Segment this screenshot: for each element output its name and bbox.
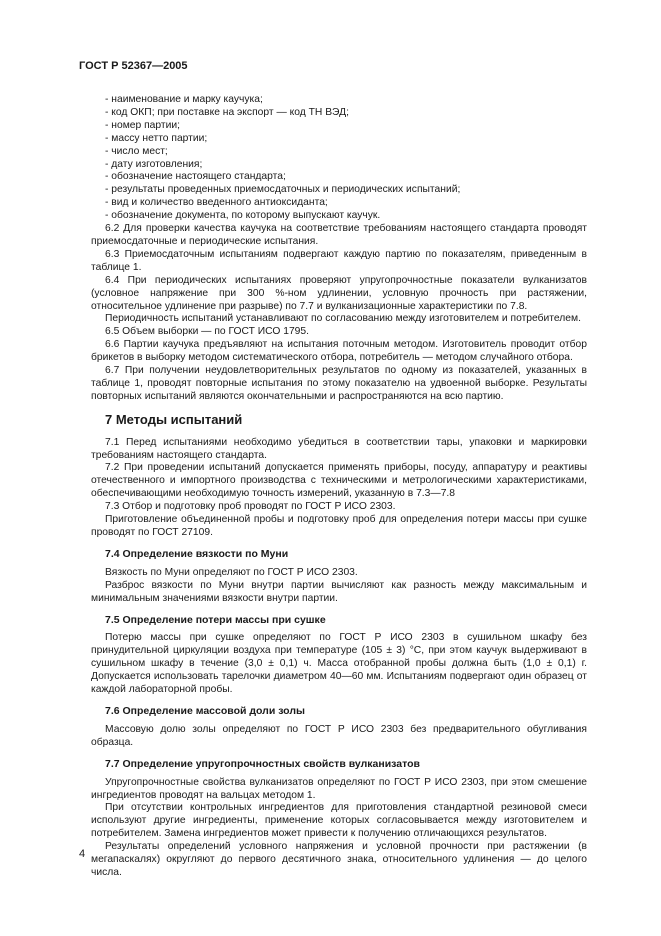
paragraph-6-4: 6.4 При периодических испытаниях проверяют упругопрочностные показатели вулканизатов (условное напряжение при 300 %-ном удлинении, условную прочность при растяжении, относительное удлинение при разрыве) по 7.7 и вулканизационные характеристики по 7.8. (91, 274, 587, 312)
list-item: - наименование и марку каучука; (105, 94, 263, 105)
paragraph-7-2: 7.2 При проведении испытаний допускается применять приборы, посуду, аппаратуру и реактивы отечественного и импортного производства с техническими и метрологическими характеристиками, обеспечивающими необходимую точность измерений, указанную в 7.3—7.8 (91, 462, 587, 500)
paragraph-7-1: 7.1 Перед испытаниями необходимо убедиться в соответствии тары, упаковки и маркировки требованиям настоящего стандарта. (91, 436, 587, 461)
subsection-7-4-heading: 7.4 Определение вязкости по Муни (105, 547, 289, 560)
paragraph-6-6: 6.6 Партии каучука предъявляют на испытания поточным методом. Изготовитель проводит отбор брикетов в выборку методом систематического отбора, потребитель — методом случайного отбора. (91, 339, 587, 364)
paragraph-6-5: 6.5 Объем выборки — по ГОСТ ИСО 1795. (105, 326, 310, 338)
subsection-7-7-heading: 7.7 Определение упругопрочностных свойств вулканизатов (105, 757, 420, 770)
page-number: 4 (79, 848, 86, 860)
list-item: - номер партии; (105, 119, 180, 131)
list-item: - массу нетто партии; (105, 132, 208, 144)
paragraph-7-7-rounding: Результаты определений условного напряжения и условной прочности при растяжении (в мегапаскалях) округляют до первого десятичного знака, относительного удлинения — до целого числа. (91, 841, 587, 878)
list-item: - результаты проведенных приемосдаточных и периодических испытаний; (105, 184, 461, 196)
paragraph-6-3: 6.3 Приемосдаточным испытаниям подвергают каждую партию по показателям, приведенным в таблице 1. (91, 248, 587, 273)
paragraph-6-2: 6.2 Для проверки качества каучука на соответствие требованиям настоящего стандарта проводят приемосдаточные и периодические испытания. (91, 223, 587, 247)
list-item: - дату изготовления; (105, 158, 203, 170)
paragraph-7-7-ingredients: При отсутствии контрольных ингредиентов для приготовления стандартной резиновой смеси используют другие ингредиенты, применение которых согласовывается между изготовителем и потребителем. Замена ингредиентов может привести к получению отличающихся результатов. (91, 802, 587, 840)
list-item: - число мест; (105, 145, 168, 157)
paragraph-6-4-periodicity: Периодичность испытаний устанавливают по согласованию между изготовителем и потребителем. (105, 313, 581, 325)
paragraph-6-7: 6.7 При получении неудовлетворительных результатов по одному из показателей, указанных в таблице 1, проводят повторные испытания по этому показателю на удвоенной выборке. Результаты повторных испытаний являются окончательными и распространяются на всю партию. (91, 365, 587, 402)
subsection-7-6-heading: 7.6 Определение массовой доли золы (105, 704, 305, 717)
paragraph-7-5: Потерю массы при сушке определяют по ГОСТ Р ИСО 2303 в сушильном шкафу без принудительной циркуляции воздуха при температуре (105 ± 3) °С, при этом каучук выдерживают в сушильном шкафу в течение (3,0 ± 0,1) ч. Масса отобранной пробы должна быть (1,0 ± 0,1) г. Допускается использовать тарелочки диаметром 40—60 мм. Испытаниям подвергают один образец от каждой лабораторной пробы. (91, 632, 587, 696)
paragraph-7-7-method: Упругопрочностные свойства вулканизатов определяют по ГОСТ Р ИСО 2303, при этом смешение ингредиентов проводят на вальцах методом 1. (91, 776, 587, 801)
subsection-7-5-heading: 7.5 Определение потери массы при сушке (105, 613, 326, 626)
list-item: - вид и количество введенного антиоксиданта; (105, 197, 328, 209)
list-item: - код ОКП; при поставке на экспорт — код ТН ВЭД; (105, 106, 349, 118)
paragraph-7-4-method: Вязкость по Муни определяют по ГОСТ Р ИСО 2303. (105, 566, 358, 578)
list-item: - обозначение настоящего стандарта; (105, 171, 286, 183)
list-item: - обозначение документа, по которому выпускают каучук. (105, 210, 381, 222)
document-code-header: ГОСТ Р 52367—2005 (79, 60, 188, 72)
section-7-heading: 7 Методы испытаний (105, 411, 243, 427)
paragraph-7-3: 7.3 Отбор и подготовку проб проводят по ГОСТ Р ИСО 2303. (105, 501, 396, 513)
paragraph-7-4-spread: Разброс вязкости по Муни внутри партии вычисляют как разность между максимальным и минимальным значениями вязкости внутри партии. (91, 579, 587, 604)
paragraph-7-3-sample-prep: Приготовление объединенной пробы и подготовку проб для определения потери массы при сушке проводят по ГОСТ 27109. (91, 514, 587, 538)
paragraph-7-6: Массовую долю золы определяют по ГОСТ Р ИСО 2303 без предварительного обугливания образца. (91, 723, 587, 748)
dash-list (91, 94, 587, 223)
document-body (91, 94, 587, 880)
